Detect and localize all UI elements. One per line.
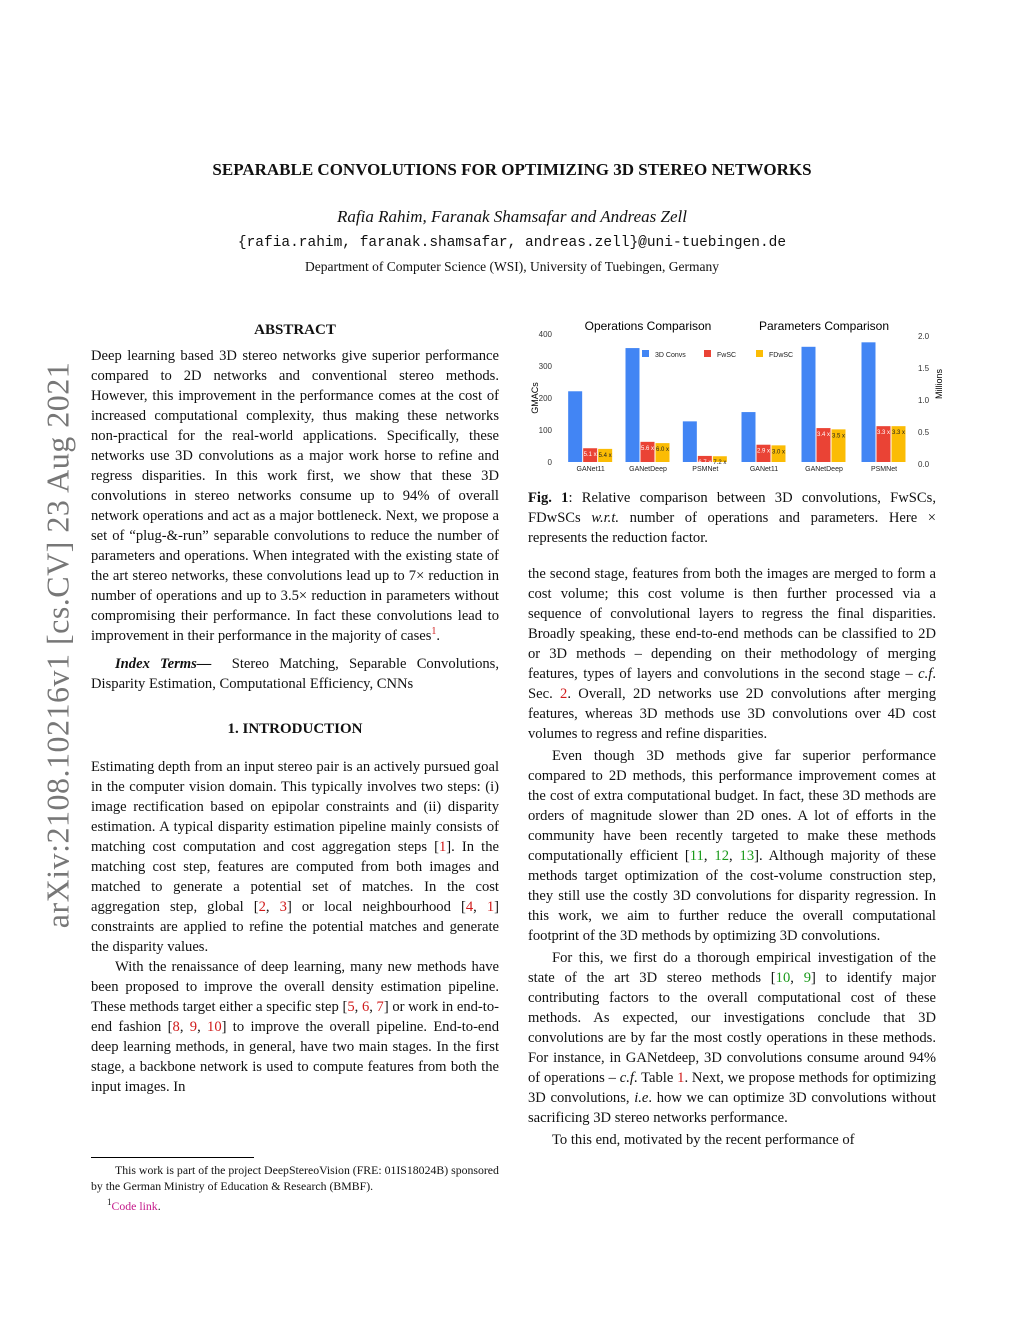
intro-paragraph-2: With the renaissance of deep learning, many new methods have been proposed to improve the overall density estimation pipeline. These methods target either a specific step [5, 6, 7] or work in end-to-end fashion [8, 9, 10] to improve the overall pipeline. End-to-end deep learning methods, in general, have two main stages. In the first stage, a backbone network is used to compute features from both the input images. In [91,959,500,1095]
right-column [528,564,936,1150]
citation[interactable]: 11 [689,848,704,864]
data-label: 3.5 x [831,433,846,440]
x-tick-label: PSMNet [692,466,719,473]
y-axis-label: Millions [934,368,944,400]
citation[interactable]: 9 [803,970,811,986]
section-ref[interactable]: 2 [560,686,568,702]
y-tick-label: 0.0 [918,460,930,469]
bar-3d-convs [742,412,756,462]
chart-title: Operations Comparison [584,319,712,333]
citation[interactable]: 1 [486,899,495,915]
paper-title: SEPARABLE CONVOLUTIONS FOR OPTIMIZING 3D STEREO NETWORKS [212,160,812,179]
citation[interactable]: 9 [189,1019,198,1035]
y-tick-label: 200 [538,394,552,403]
y-tick-label: 0 [547,458,552,467]
right-paragraph-4: To this end, motivated by the recent performance of [552,1132,855,1148]
citation[interactable]: 2 [258,899,266,915]
y-tick-label: 1.0 [918,396,930,405]
x-tick-label: GANet11 [576,466,605,473]
abstract-text: Deep learning based 3D stereo networks give superior performance compared to 2D networks and conventional stereo methods. However, this improvement in the performance comes at the cost of increased computational complexity, thus making these networks non-practical for the real-world applications. Specifically, these networks use 3D convolutions as a major work horse to refine and regress disparities. In this work first, we show that these 3D convolutions in stereo networks consume up to 94% of overall network operations and act as a major bottleneck. Next, we propose a set of “plug-&-run” separable convolutions to reduce the number of parameters and operations. When integrated with the existing state of the art stereo networks, these convolutions lead up to 7× reduction in number of operations and up to 3.5× reduction in parameters without compromising their performance. In fact these convolutions lead to improvement in their performance in the majority of cases$^1$. [91,348,499,644]
code-footnote: $^1$Code link. [107,1197,161,1213]
bar-3d-convs [568,391,582,462]
right-paragraph-1: the second stage, features from both the images are merged to form a cost volume; this cost volume is then further processed via a sequence of convolutional layers to regress the final disparities. Broadly speaking, these end-to-end methods can be classified to 2D or 3D methods – depending on their methodology of merging features, types of layers and convolutions in the second stage – c.f. Sec. 2. Overall, 2D networks use 2D convolutions after merging features, whereas 3D methods use 3D convolutions over 4D cost volumes to regress and refine disparities. [528,566,936,742]
y-tick-label: 100 [538,426,552,435]
arxiv-identifier: arXiv:2108.10216v1 [cs.CV] 23 Aug 2021 [39,361,76,929]
y-tick-label: 1.5 [918,364,930,373]
y-axis-label: GMACs [530,382,540,414]
introduction-heading: 1. INTRODUCTION [227,721,363,737]
y-tick-label: 0.5 [918,428,930,437]
data-label: 7.2 x [713,460,727,467]
data-label: 5.4 x [598,452,612,459]
citation[interactable]: 4 [465,899,474,915]
legend-label: FwSC [717,352,737,359]
data-label: 3.0 x [771,449,786,456]
left-column [91,320,499,1097]
legend-label: 3D Convs [655,352,686,359]
right-paragraph-2: Even though 3D methods give far superior performance compared to 2D methods, this performance improvement comes at the cost of extra computational budget. In fact, these 3D methods are orders of magnitude slower than 2D ones. A lot of efforts in the community have been recently targeted to make these methods computationally efficient [11, 12, 13]. Although majority of these methods target optimization of the cost-volume construction step, they still use the costly 3D convolutions for disparity regression. In this work, we aim to further reduce the overall computational footprint of the 3D methods by optimizing 3D convolutions. [528,748,937,944]
x-tick-label: GANetDeep [629,466,667,473]
bar-3d-convs [626,348,640,462]
data-label: 3.3 x [876,430,891,437]
chart-title: Parameters Comparison [758,319,890,333]
citation[interactable]: 13 [739,848,755,864]
data-label: 5.6 x [640,445,655,452]
footnotes [91,1162,499,1214]
bar-3d-convs [683,421,697,462]
footnote-mark[interactable]: 1 [431,626,437,638]
data-label: 5.1 x [583,452,597,459]
right-paragraph-3: For this, we first do a thorough empirical investigation of the state of the art 3D stereo methods [10, 9] to identify major contributing factors to the overall computational cost of these methods. As expected, our investigations conclude that 3D convolutions are by far the most costly operations in these methods. For instance, in GANetdeep, 3D convolutions consume around 94% of operations – c.f. Table 1. Next, we propose methods for optimizing 3D convolutions, i.e. how we can optimize 3D convolutions without sacrificing 3D stereo networks performance. [528,950,937,1126]
citation[interactable]: 7 [376,999,384,1015]
x-tick-label: GANet11 [749,466,779,473]
citation[interactable]: 8 [172,1019,180,1035]
legend-swatch [642,350,649,357]
figure-caption: Fig. 1: Relative comparison between 3D convolutions, FwSCs, FDwSCs w.r.t. number of operations and parameters. Here × represents the reduction factor. [528,490,936,546]
x-tick-label: PSMNet [870,466,898,473]
parameters-chart [742,319,945,473]
code-link[interactable]: Code link [111,1198,158,1213]
y-tick-label: 300 [538,362,552,371]
legend-swatch [704,350,711,357]
funding-footnote: This work is part of the project DeepStereoVision (FRE: 01IS18024B) sponsored by the German Ministry of Education & Research (BMBF). [91,1163,499,1193]
x-tick-label: GANetDeep [805,466,843,473]
citation[interactable]: 3 [279,899,287,915]
y-tick-label: 400 [538,330,552,339]
citation[interactable]: 1 [439,839,447,855]
data-label: 6.0 x [655,447,670,454]
bar-3d-convs [862,342,876,462]
author-emails: {rafia.rahim, faranak.shamsafar, andreas.zell}@uni-tuebingen.de [237,235,787,251]
y-tick-label: 2.0 [918,332,930,341]
affiliation: Department of Computer Science (WSI), University of Tuebingen, Germany [305,259,719,274]
table-ref[interactable]: 1 [677,1070,685,1086]
citation[interactable]: 10 [207,1019,222,1035]
legend-swatch [756,350,763,357]
figure-charts [528,312,948,480]
authors: Rafia Rahim, Faranak Shamsafar and Andreas Zell [337,207,687,226]
citation[interactable]: 5 [347,999,355,1015]
legend-label: FDwSC [769,352,794,359]
footnote-rule [91,1157,254,1158]
data-label: 3.3 x [891,430,906,437]
citation[interactable]: 6 [361,999,370,1015]
index-terms: Index Terms— Stereo Matching, Separable Convolutions, Disparity Estimation, Computational Efficiency, CNNs [91,656,499,692]
data-label: 6.7 x [698,459,712,466]
intro-paragraph-1: Estimating depth from an input stereo pair is an actively pursued goal in the computer vision domain. This typically involves two steps: (i) image rectification based on epipolar constraints and (ii) disparity estimation. A typical disparity estimation pipeline mainly consists of matching cost computation and cost aggregation steps [1]. In the matching cost step, features are computed from both images and matched to generate a potential set of matches. In the cost aggregation step, global [2, 3] or local neighbourhood [4, 1] constraints are applied to refine the potential matches and generate the disparity values. [91,759,500,955]
data-label: 2.9 x [756,448,771,455]
abstract-heading: ABSTRACT [254,322,336,338]
bar-3d-convs [802,347,816,462]
data-label: 3.4 x [816,432,831,439]
citation[interactable]: 12 [714,848,729,864]
citation[interactable]: 10 [775,970,791,986]
